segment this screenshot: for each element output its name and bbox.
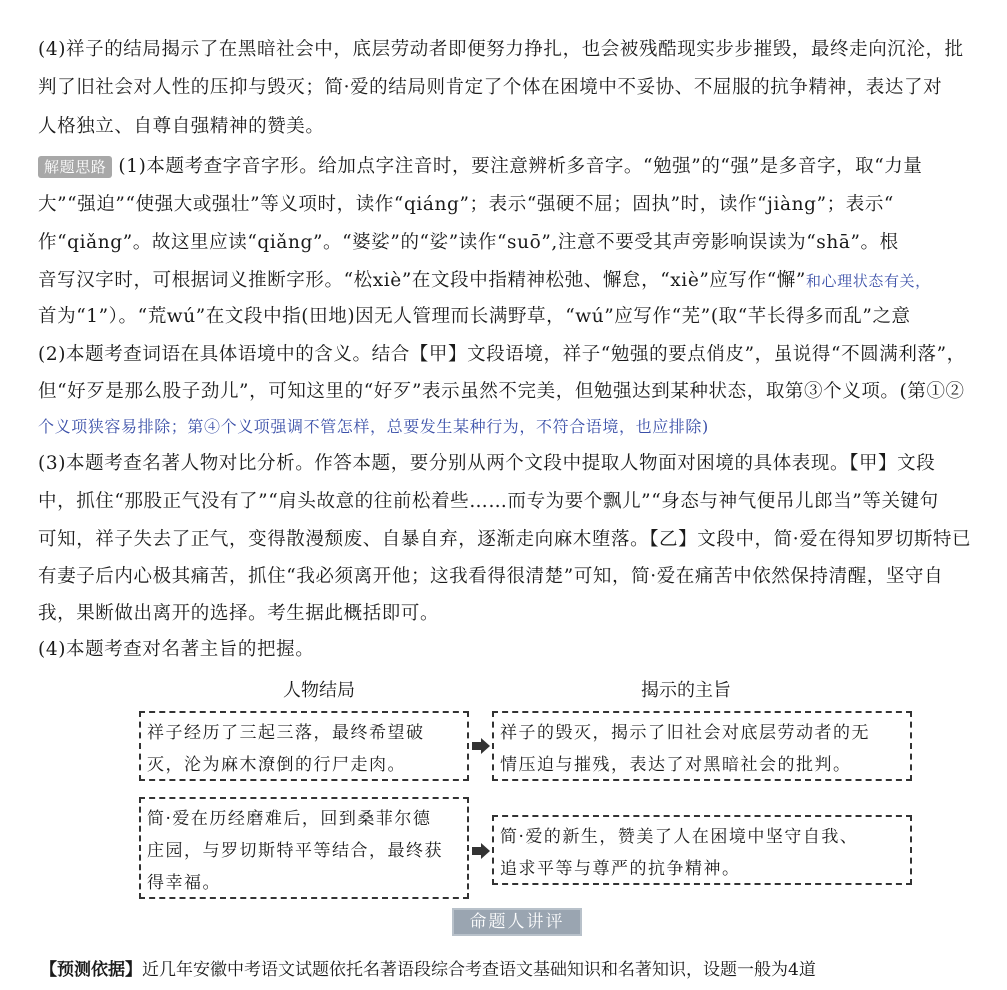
col-right-title: 揭示的主旨 (641, 680, 731, 701)
text-line (38, 155, 1007, 179)
commentary-banner: 命题人讲评 (452, 908, 582, 936)
section-4: (4)本题考查对名著主旨的把握。 (38, 639, 315, 660)
footer-text: 近几年安徽中考语文试题依托名著语段综合考查语文基础知识和名著知识，设题一般为4道 (142, 960, 816, 980)
col-left-title: 人物结局 (283, 680, 355, 701)
arrow-right-icon (472, 738, 490, 754)
text-line: 我，果断做出离开的选择。考生据此概括即可。 (38, 603, 440, 624)
text-line: 中，抓住“那股正气没有了”“肩头故意的往前松着些……而专为要个飘儿”“身态与神气便吊儿郎当”等关键句 (38, 491, 939, 512)
arrow-right-icon (472, 843, 490, 859)
solution-tag: 解题思路 (38, 156, 112, 178)
theme-box-jane: 简·爱的新生，赞美了人在困境中坚守自我、 追求平等与尊严的抗争精神。 (492, 815, 912, 885)
footer-prediction (40, 955, 816, 980)
text-line: 但“好歹是那么股子劲儿”，可知这里的“好歹”表示虽然不完美，但勉强达到某种状态，取第③个义项。(第①② (38, 381, 965, 402)
text-line: (2)本题考查词语在具体语境中的含义。结合【甲】文段语境，祥子“勉强的要点俏皮”，虽说得“不圆满利落”， (38, 344, 966, 365)
text-line: (3)本题考查名著人物对比分析。作答本题，要分别从两个文段中提取人物面对困境的具体表现。【甲】文段 (38, 453, 936, 474)
handwritten-note: 和心理状态有关， (805, 272, 931, 290)
outcome-box-jane: 简·爱在历经磨难后，回到桑菲尔德 庄园，与罗切斯特平等结合，最终获 得幸福。 (139, 797, 469, 899)
text-line: 有妻子后内心极其痛苦，抓住“我必须离开他；这我看得很清楚”可知，简·爱在痛苦中依然保持清醒，坚守自 (38, 566, 944, 587)
text-span: (1)本题考查字音字形。给加点字注音时，要注意辨析多音字。“勉强”的“强”是多音字，取“力量 (118, 156, 923, 177)
text-line-note: 个义项狭容易排除；第④个义项强调不管怎样，总要发生某种行为，不符合语境，也应排除) (38, 417, 709, 436)
text-line: 判了旧社会对人性的压抑与毁灭；简·爱的结局则肯定了个体在困境中不妥协、不屈服的抗争精神，表达了对 (38, 77, 943, 98)
text-line: 大”“强迫”“使强大或强壮”等义项时，读作“qiáng”；表示“强硬不屈；固执”时，读作“jiàng”；表示“ (38, 194, 894, 215)
text-line: (4)祥子的结局揭示了在黑暗社会中，底层劳动者即便努力挣扎，也会被残酷现实步步摧毁，最终走向沉沦，批 (38, 39, 964, 60)
text-line: 作“qiǎng”。故这里应读“qiǎng”。“婆娑”的“娑”读作“suō”,注意不要受其声旁影响误读为“shā”。根 (38, 232, 899, 253)
text-span: 音写汉字时，可根据词义推断字形。“松xiè”在文段中指精神松弛、懈怠，“xiè”应写作“懈” (38, 270, 806, 291)
text-line: 可知，祥子失去了正气，变得散漫颓废、自暴自弃，逐渐走向麻木堕落。【乙】文段中，简·爱在得知罗切斯特已 (38, 529, 972, 550)
text-line: 首为“1”）。“荒wú”在文段中指(田地)因无人管理而长满野草，“wú”应写作“芜”(取“芊长得多而乱”之意 (38, 306, 911, 327)
text-line (38, 269, 1007, 293)
outcome-box-xiangzi: 祥子经历了三起三落，最终希望破 灭，沦为麻木潦倒的行尸走肉。 (139, 711, 469, 781)
theme-box-xiangzi: 祥子的毁灭，揭示了旧社会对底层劳动者的无 情压迫与摧残，表达了对黑暗社会的批判。 (492, 711, 912, 781)
text-line: 人格独立、自尊自强精神的赞美。 (38, 116, 325, 137)
footer-label: 【预测依据】 (40, 960, 142, 980)
